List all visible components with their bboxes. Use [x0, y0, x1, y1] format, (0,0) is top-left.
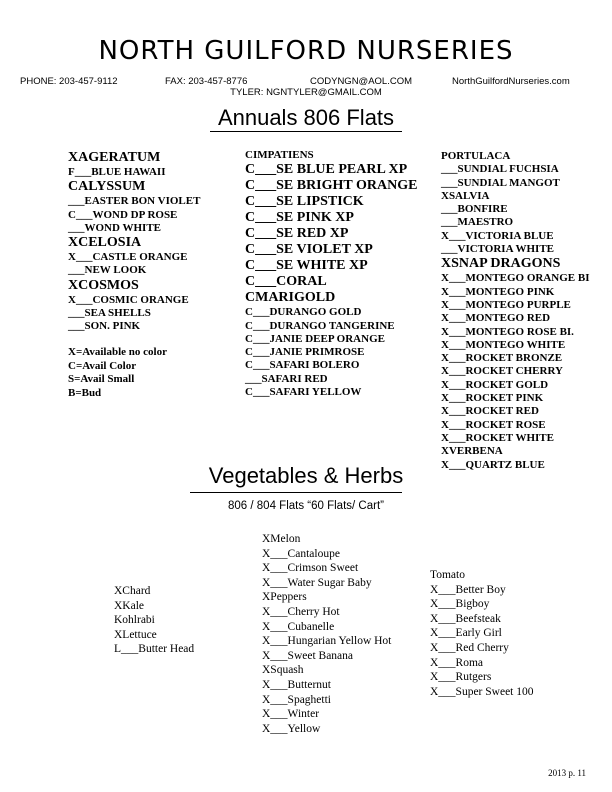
list-item: C___SE VIOLET XP	[245, 242, 373, 258]
list-item: ___WOND WHITE	[68, 221, 162, 234]
list-item: X___ROCKET ROSE	[441, 418, 546, 431]
list-item: X___Hungarian Yellow Hot	[262, 635, 392, 648]
list-item: ___SUNDIAL MANGOT	[441, 176, 560, 189]
list-item: C___JANIE PRIMROSE	[245, 346, 365, 359]
list-item: ___SEA SHELLS	[68, 307, 151, 320]
annuals-heading: Annuals 806 Flats	[217, 105, 395, 130]
list-item: C___SAFARI BOLERO	[245, 359, 360, 372]
list-item: XSNAP DRAGONS	[441, 256, 561, 272]
list-item: XAGERATUM	[68, 150, 161, 165]
list-item: X___ROCKET RED	[441, 405, 539, 418]
list-item: Kohlrabi	[114, 614, 155, 627]
vegetables-column-1	[114, 584, 194, 657]
list-item: C___CORAL	[245, 274, 327, 290]
availability-legend	[68, 346, 167, 400]
vegetables-subheading: 806 / 804 Flats “60 Flats/ Cart”	[228, 500, 384, 512]
list-item: PORTULACA	[441, 150, 511, 162]
website-link[interactable]: NorthGuilfordNurseries.com	[452, 76, 570, 87]
list-item: C___WOND DP ROSE	[68, 208, 178, 221]
list-item: X___MONTEGO RED	[441, 312, 551, 325]
list-item: X___Cherry Hot	[262, 605, 340, 618]
list-item: X___Crimson Sweet	[262, 562, 359, 575]
list-item: C___DURANGO TANGERINE	[245, 319, 395, 332]
list-item: L___Butter Head	[114, 643, 195, 656]
list-item: XSALVIA	[441, 189, 490, 202]
legend-item: X=Available no color	[68, 346, 167, 358]
list-item: ___SUNDIAL FUCHSIA	[441, 163, 559, 176]
list-item: X___ROCKET PINK	[441, 392, 544, 405]
list-item: X___Cantaloupe	[262, 547, 340, 560]
page-title: NORTH GUILFORD NURSERIES	[98, 36, 514, 66]
list-item: X___Roma	[430, 656, 484, 669]
list-item: X___Rutgers	[430, 671, 492, 684]
list-item: C___DURANGO GOLD	[245, 306, 362, 319]
list-item: CALYSSUM	[68, 179, 146, 195]
list-item: X___Beefsteak	[430, 612, 501, 625]
list-item: C___SE BLUE PEARL XP	[245, 162, 408, 178]
list-item: X___ROCKET WHITE	[441, 431, 554, 444]
list-item: ___EASTER BON VIOLET	[68, 195, 201, 208]
list-item: C___SE RED XP	[245, 226, 349, 242]
list-item: X___Super Sweet 100	[430, 685, 534, 698]
list-item: XSquash	[262, 664, 304, 677]
phone-number: PHONE: 203-457-9112	[20, 76, 118, 87]
legend-item: S=Avail Small	[68, 373, 135, 385]
list-item: C___SE WHITE XP	[245, 258, 368, 274]
list-item: X___VICTORIA BLUE	[441, 229, 554, 242]
tyler-email[interactable]: TYLER: NGNTYLER@GMAIL.COM	[230, 87, 382, 98]
list-item: XMelon	[262, 533, 301, 545]
list-item: XKale	[114, 599, 145, 612]
list-item: X___ROCKET BRONZE	[441, 352, 563, 365]
list-item: X___Red Cherry	[430, 641, 509, 654]
list-item: X___Better Boy	[430, 583, 506, 596]
list-item: ___MAESTRO	[441, 216, 514, 229]
list-item: XCOSMOS	[68, 277, 139, 293]
list-item: X___Yellow	[262, 722, 321, 735]
annuals-column-2	[245, 149, 417, 399]
list-item: X___MONTEGO ROSE BI.	[441, 325, 574, 338]
list-item: Tomato	[430, 569, 465, 581]
list-item: CMARIGOLD	[245, 290, 336, 306]
list-item: XCELOSIA	[68, 235, 142, 251]
list-item: C___SE BRIGHT ORANGE	[245, 178, 418, 194]
list-item: X___Cubanelle	[262, 620, 335, 633]
list-item: X___MONTEGO ORANGE BI	[441, 272, 590, 285]
list-item: CIMPATIENS	[245, 149, 314, 161]
list-item: X___QUARTZ BLUE	[441, 458, 545, 471]
list-item: ___SON. PINK	[68, 320, 141, 333]
list-item: X___MONTEGO WHITE	[441, 338, 566, 351]
list-item: X___MONTEGO PINK	[441, 285, 555, 298]
email-address[interactable]: CODYNGN@AOL.COM	[310, 76, 413, 87]
annuals-underline	[210, 131, 402, 132]
vegetables-heading: Vegetables & Herbs	[208, 463, 404, 488]
list-item: C___SAFARI YELLOW	[245, 386, 362, 399]
list-item: C___SE LIPSTICK	[245, 194, 364, 210]
list-item: X___Butternut	[262, 678, 331, 691]
list-item: XPeppers	[262, 591, 307, 604]
list-item: X___MONTEGO PURPLE	[441, 298, 571, 311]
vegetables-column-2	[262, 532, 391, 736]
list-item: C___SE PINK XP	[245, 210, 354, 226]
vegetables-column-3	[430, 568, 534, 699]
page-footer: 2013 p. 11	[548, 768, 586, 778]
legend-item: B=Bud	[68, 386, 102, 399]
list-item: X___Spaghetti	[262, 693, 331, 706]
list-item: X___ROCKET GOLD	[441, 378, 549, 391]
list-item: ___NEW LOOK	[68, 264, 147, 277]
list-item: X___Early Girl	[430, 627, 502, 640]
list-item: X___ROCKET CHERRY	[441, 365, 563, 378]
vegetables-underline	[190, 492, 402, 493]
annuals-column-1	[68, 150, 200, 334]
list-item: XVERBENA	[441, 445, 503, 458]
list-item: ___BONFIRE	[441, 203, 508, 216]
annuals-column-3	[441, 150, 590, 472]
list-item: X___COSMIC ORANGE	[68, 293, 189, 306]
list-item: X___Sweet Banana	[262, 649, 354, 662]
list-item: X___Water Sugar Baby	[262, 576, 372, 589]
list-item: C___JANIE DEEP ORANGE	[245, 332, 385, 345]
fax-number: FAX: 203-457-8776	[165, 76, 248, 87]
list-item: X___Winter	[262, 708, 320, 721]
legend-item: C=Avail Color	[68, 359, 137, 372]
list-item: X___CASTLE ORANGE	[68, 251, 188, 264]
list-item: ___SAFARI RED	[245, 372, 328, 385]
list-item: X___Bigboy	[430, 598, 490, 611]
list-item: ___VICTORIA WHITE	[441, 243, 554, 256]
list-item: F___BLUE HAWAII	[68, 166, 166, 178]
list-item: XChard	[114, 585, 151, 597]
list-item: XLettuce	[114, 628, 157, 641]
